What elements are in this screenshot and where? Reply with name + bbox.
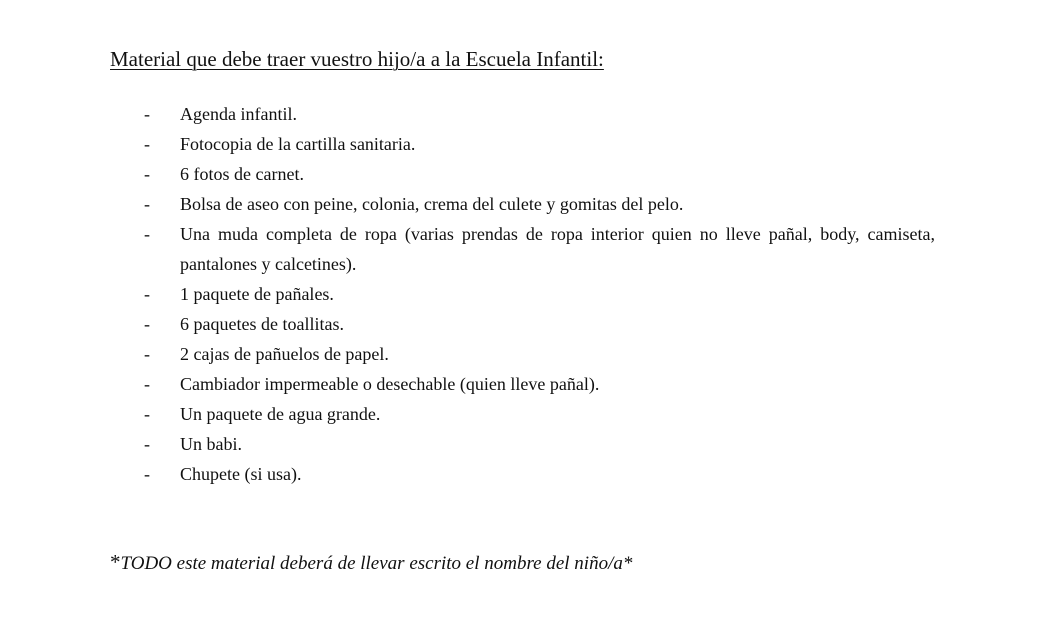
- list-item: [140, 309, 935, 339]
- bullet-dash: -: [144, 164, 150, 184]
- bullet-dash: -: [144, 374, 150, 394]
- list-item: [140, 339, 935, 369]
- list-item-text: Cambiador impermeable o desechable (quien lleve pañal).: [180, 374, 600, 394]
- list-item-text: 1 paquete de pañales.: [180, 284, 334, 304]
- bullet-dash: -: [144, 314, 150, 334]
- list-item-text: Un babi.: [180, 434, 242, 454]
- list-item: [140, 129, 935, 159]
- bullet-dash: -: [144, 134, 150, 154]
- list-item-text: Agenda infantil.: [180, 104, 297, 124]
- bullet-dash: -: [144, 104, 150, 124]
- bullet-dash: -: [144, 284, 150, 304]
- list-item: [140, 369, 935, 399]
- list-item-text: Una muda completa de ropa (varias prendas de ropa interior quien no lleve pañal, body, camiseta, pantalones y calcetines).: [180, 224, 935, 274]
- list-item: [140, 219, 935, 279]
- bullet-dash: -: [144, 464, 150, 484]
- footnote-star: *: [110, 550, 121, 574]
- list-item: [140, 159, 935, 189]
- list-item-text: Chupete (si usa).: [180, 464, 302, 484]
- materials-list: [140, 99, 935, 489]
- list-item-text: Bolsa de aseo con peine, colonia, crema del culete y gomitas del pelo.: [180, 194, 684, 214]
- footnote-text: TODO este material deberá de llevar escrito el nombre del niño/a*: [120, 553, 633, 574]
- list-item-text: 6 fotos de carnet.: [180, 164, 304, 184]
- bullet-dash: -: [144, 194, 150, 214]
- list-item: [140, 99, 935, 129]
- list-item: [140, 189, 935, 219]
- page-title: Material que debe traer vuestro hijo/a a la Escuela Infantil:: [110, 47, 604, 71]
- list-item-text: 6 paquetes de toallitas.: [180, 314, 344, 334]
- bullet-dash: -: [144, 434, 150, 454]
- list-item-text: 2 cajas de pañuelos de papel.: [180, 344, 389, 364]
- bullet-dash: -: [144, 404, 150, 424]
- list-item-text: Un paquete de agua grande.: [180, 404, 381, 424]
- list-item-text: Fotocopia de la cartilla sanitaria.: [180, 134, 416, 154]
- list-item: [140, 399, 935, 429]
- list-item: [140, 459, 935, 489]
- bullet-dash: -: [144, 224, 150, 244]
- list-item: [140, 279, 935, 309]
- bullet-dash: -: [144, 344, 150, 364]
- list-item: [140, 429, 935, 459]
- footnote: [110, 548, 632, 578]
